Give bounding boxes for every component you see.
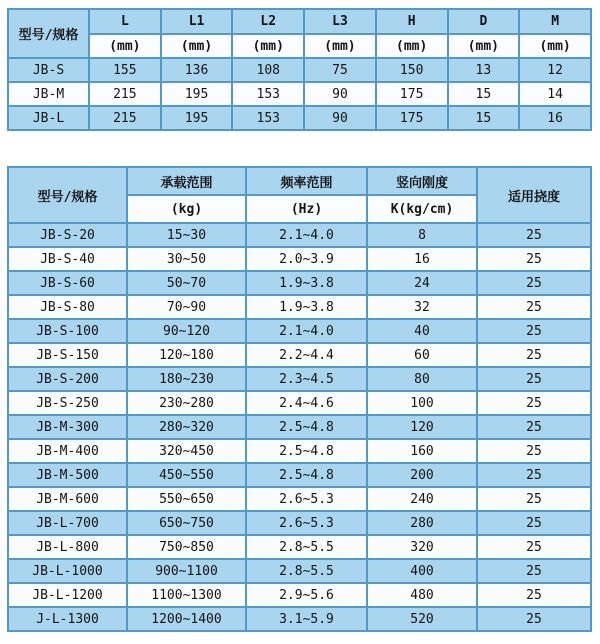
table2-header-load: 承载范围 [127, 167, 246, 195]
model-cell: JB-L [8, 106, 89, 130]
unit-cell-hz: (Hz) [246, 195, 367, 223]
value-cell: 8 [367, 223, 477, 247]
value-cell: 25 [477, 415, 591, 439]
table-row [8, 367, 591, 391]
value-cell: 180~230 [127, 367, 246, 391]
table-row [8, 487, 591, 511]
model-cell: JB-S-200 [8, 367, 127, 391]
unit-cell-kg: (kg) [127, 195, 246, 223]
value-cell: 15 [448, 82, 520, 106]
model-cell: JB-S-250 [8, 391, 127, 415]
value-cell: 480 [367, 583, 477, 607]
value-cell: 120~180 [127, 343, 246, 367]
table-row [8, 319, 591, 343]
value-cell: 2.8~5.5 [246, 535, 367, 559]
value-cell: 30~50 [127, 247, 246, 271]
table-row [8, 535, 591, 559]
table1-col-header-L: L [89, 9, 161, 34]
value-cell: 90~120 [127, 319, 246, 343]
value-cell: 15~30 [127, 223, 246, 247]
value-cell: 900~1100 [127, 559, 246, 583]
value-cell: 160 [367, 439, 477, 463]
unit-cell: (mm) [304, 34, 376, 58]
value-cell: 25 [477, 511, 591, 535]
table2-header-frequency: 频率范围 [246, 167, 367, 195]
value-cell: 153 [232, 106, 304, 130]
value-cell: 2.5~4.8 [246, 439, 367, 463]
table-header-row [8, 9, 591, 34]
table1-corner-header: 型号/规格 [8, 9, 89, 58]
unit-cell: (mm) [232, 34, 304, 58]
value-cell: 320~450 [127, 439, 246, 463]
table-row [8, 271, 591, 295]
table-row [8, 343, 591, 367]
value-cell: 2.1~4.0 [246, 319, 367, 343]
value-cell: 153 [232, 82, 304, 106]
model-cell: JB-S-40 [8, 247, 127, 271]
value-cell: 25 [477, 391, 591, 415]
model-cell: JB-S-20 [8, 223, 127, 247]
table-row [8, 463, 591, 487]
value-cell: 1.9~3.8 [246, 271, 367, 295]
table1-col-header-L1: L1 [161, 9, 233, 34]
value-cell: 50~70 [127, 271, 246, 295]
model-cell: JB-M-500 [8, 463, 127, 487]
value-cell: 320 [367, 535, 477, 559]
value-cell: 1200~1400 [127, 607, 246, 631]
model-cell: JB-L-1000 [8, 559, 127, 583]
value-cell: 215 [89, 106, 161, 130]
value-cell: 2.6~5.3 [246, 487, 367, 511]
table2-header-stiffness: 竖向刚度 [367, 167, 477, 195]
value-cell: 25 [477, 271, 591, 295]
model-cell: JB-S-60 [8, 271, 127, 295]
value-cell: 280 [367, 511, 477, 535]
unit-cell: (mm) [89, 34, 161, 58]
value-cell: 750~850 [127, 535, 246, 559]
value-cell: 12 [519, 58, 591, 82]
value-cell: 25 [477, 583, 591, 607]
value-cell: 25 [477, 559, 591, 583]
value-cell: 32 [367, 295, 477, 319]
value-cell: 175 [376, 82, 448, 106]
value-cell: 2.3~4.5 [246, 367, 367, 391]
value-cell: 240 [367, 487, 477, 511]
value-cell: 2.5~4.8 [246, 415, 367, 439]
value-cell: 90 [304, 106, 376, 130]
value-cell: 25 [477, 487, 591, 511]
table-row [8, 607, 591, 631]
value-cell: 25 [477, 343, 591, 367]
value-cell: 550~650 [127, 487, 246, 511]
value-cell: 70~90 [127, 295, 246, 319]
table-row [8, 58, 591, 82]
value-cell: 25 [477, 295, 591, 319]
unit-cell: (mm) [376, 34, 448, 58]
value-cell: 16 [519, 106, 591, 130]
value-cell: 13 [448, 58, 520, 82]
table-row [8, 583, 591, 607]
value-cell: 136 [161, 58, 233, 82]
unit-cell: (mm) [519, 34, 591, 58]
value-cell: 60 [367, 343, 477, 367]
dimensions-table [7, 8, 592, 131]
table1-col-header-L3: L3 [304, 9, 376, 34]
model-cell: JB-L-800 [8, 535, 127, 559]
table1-col-header-D: D [448, 9, 520, 34]
value-cell: 450~550 [127, 463, 246, 487]
value-cell: 1.9~3.8 [246, 295, 367, 319]
value-cell: 400 [367, 559, 477, 583]
model-cell: JB-M-300 [8, 415, 127, 439]
value-cell: 108 [232, 58, 304, 82]
value-cell: 2.4~4.6 [246, 391, 367, 415]
value-cell: 25 [477, 319, 591, 343]
value-cell: 25 [477, 367, 591, 391]
model-cell: JB-M-600 [8, 487, 127, 511]
value-cell: 100 [367, 391, 477, 415]
unit-cell-kgcm: K(kg/cm) [367, 195, 477, 223]
value-cell: 90 [304, 82, 376, 106]
table-row [8, 511, 591, 535]
value-cell: 2.0~3.9 [246, 247, 367, 271]
value-cell: 15 [448, 106, 520, 130]
value-cell: 175 [376, 106, 448, 130]
value-cell: 75 [304, 58, 376, 82]
value-cell: 25 [477, 439, 591, 463]
table-unit-row [8, 34, 591, 58]
unit-cell: (mm) [448, 34, 520, 58]
table1-col-header-L2: L2 [232, 9, 304, 34]
table-row [8, 391, 591, 415]
value-cell: 25 [477, 607, 591, 631]
value-cell: 25 [477, 223, 591, 247]
model-cell: JB-L-700 [8, 511, 127, 535]
model-cell: J-L-1300 [8, 607, 127, 631]
table-row [8, 415, 591, 439]
table-row [8, 223, 591, 247]
value-cell: 2.2~4.4 [246, 343, 367, 367]
value-cell: 200 [367, 463, 477, 487]
model-cell: JB-S-150 [8, 343, 127, 367]
table-row [8, 106, 591, 130]
value-cell: 215 [89, 82, 161, 106]
value-cell: 150 [376, 58, 448, 82]
value-cell: 16 [367, 247, 477, 271]
value-cell: 195 [161, 82, 233, 106]
value-cell: 24 [367, 271, 477, 295]
value-cell: 25 [477, 535, 591, 559]
table1-col-header-M: M [519, 9, 591, 34]
value-cell: 3.1~5.9 [246, 607, 367, 631]
value-cell: 80 [367, 367, 477, 391]
value-cell: 2.9~5.6 [246, 583, 367, 607]
table-row [8, 439, 591, 463]
specs-table [7, 166, 592, 632]
value-cell: 2.1~4.0 [246, 223, 367, 247]
table2-header-deflection: 适用挠度 [477, 167, 591, 223]
table2-corner-header: 型号/规格 [8, 167, 127, 223]
model-cell: JB-S-80 [8, 295, 127, 319]
value-cell: 155 [89, 58, 161, 82]
table1-col-header-H: H [376, 9, 448, 34]
value-cell: 650~750 [127, 511, 246, 535]
table-row [8, 82, 591, 106]
value-cell: 195 [161, 106, 233, 130]
unit-cell: (mm) [161, 34, 233, 58]
model-cell: JB-L-1200 [8, 583, 127, 607]
table-row [8, 295, 591, 319]
table-header-row [8, 167, 591, 195]
value-cell: 1100~1300 [127, 583, 246, 607]
model-cell: JB-S [8, 58, 89, 82]
value-cell: 14 [519, 82, 591, 106]
model-cell: JB-M [8, 82, 89, 106]
value-cell: 280~320 [127, 415, 246, 439]
value-cell: 120 [367, 415, 477, 439]
value-cell: 2.6~5.3 [246, 511, 367, 535]
value-cell: 2.5~4.8 [246, 463, 367, 487]
value-cell: 230~280 [127, 391, 246, 415]
value-cell: 40 [367, 319, 477, 343]
model-cell: JB-M-400 [8, 439, 127, 463]
model-cell: JB-S-100 [8, 319, 127, 343]
value-cell: 25 [477, 463, 591, 487]
table-row [8, 559, 591, 583]
value-cell: 520 [367, 607, 477, 631]
value-cell: 2.8~5.5 [246, 559, 367, 583]
value-cell: 25 [477, 247, 591, 271]
table-row [8, 247, 591, 271]
